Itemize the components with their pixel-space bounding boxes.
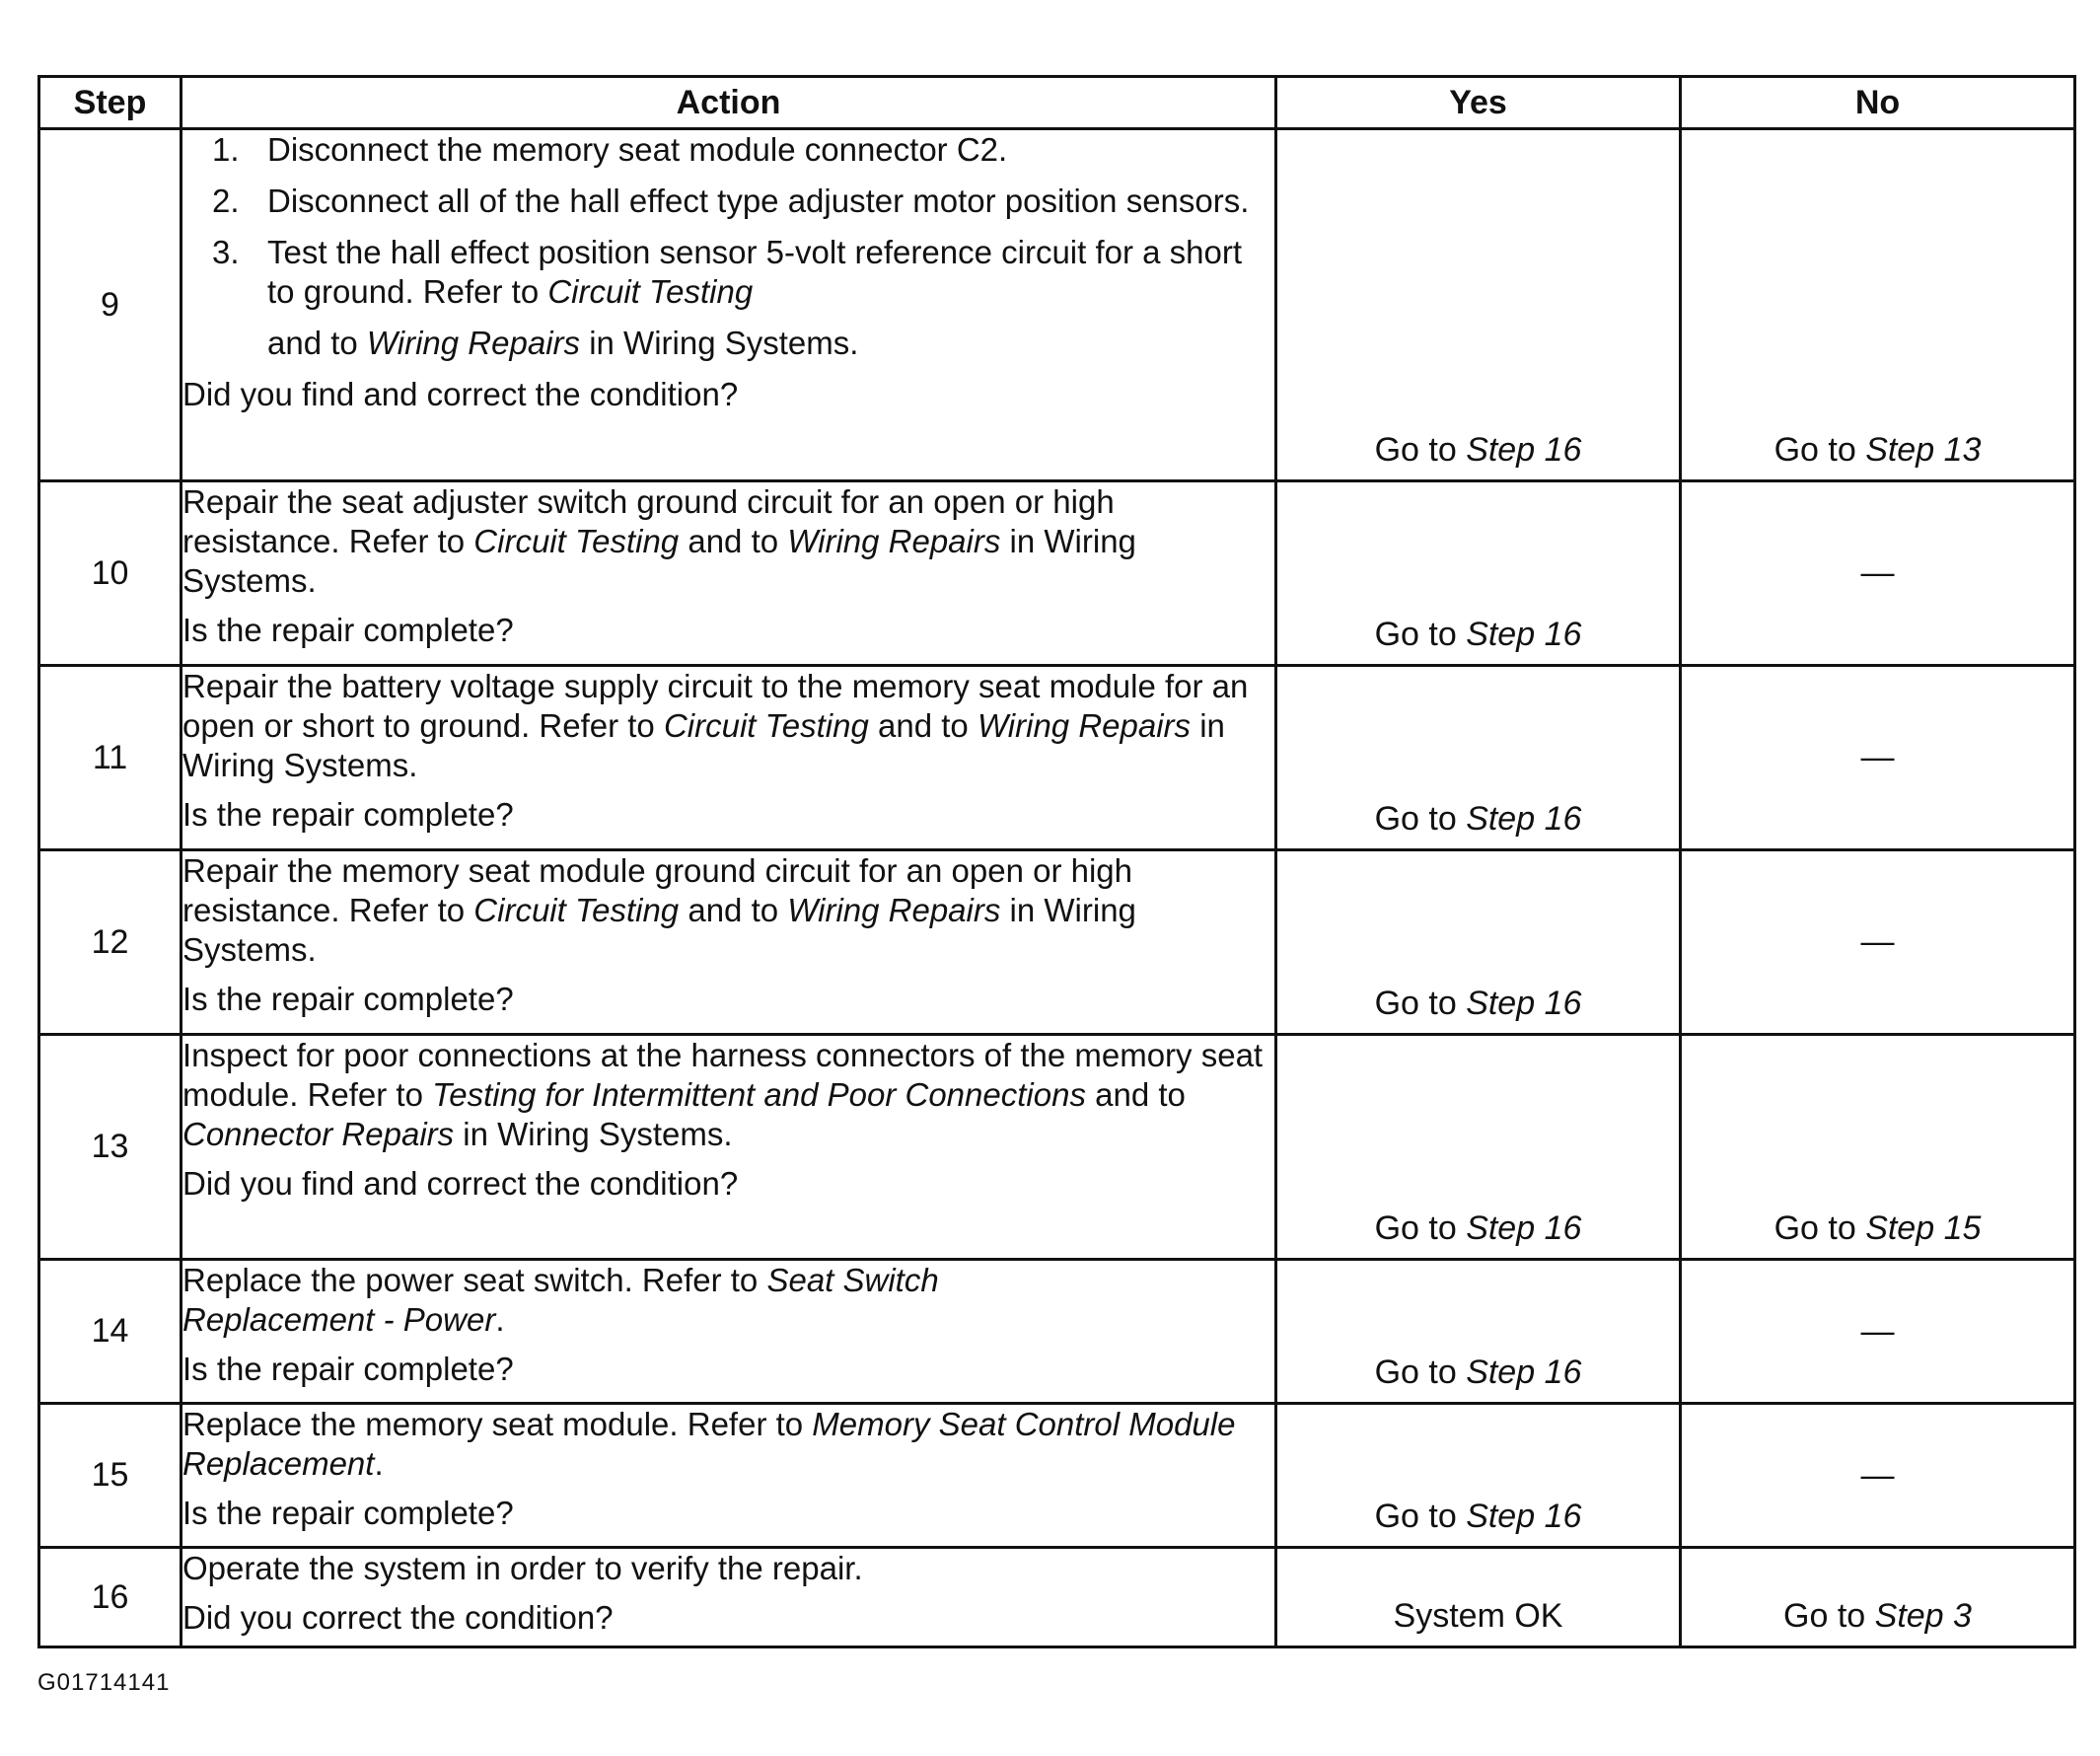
reference-link: Wiring Repairs <box>366 325 581 361</box>
step-reference: Step 3 <box>1874 1597 1972 1635</box>
reference-link: Seat Switch Replacement - Power <box>182 1262 939 1338</box>
step-reference: Step 16 <box>1466 431 1582 469</box>
reference-link: Wiring Repairs <box>787 523 1001 559</box>
text-segment: and to <box>1085 1076 1186 1113</box>
yes-result <box>1277 800 1679 839</box>
question: Is the repair complete? <box>182 612 514 648</box>
result-text: Go to <box>1374 1498 1467 1535</box>
action-text <box>182 851 1238 970</box>
step-reference: Step 16 <box>1466 985 1582 1022</box>
question: Is the repair complete? <box>182 1495 514 1531</box>
action-cell <box>181 129 1276 481</box>
yes-cell <box>1276 1548 1681 1647</box>
yes-cell <box>1276 1260 1681 1404</box>
yes-result <box>1277 431 1679 470</box>
question: Is the repair complete? <box>182 1351 514 1387</box>
item-text: Disconnect the memory seat module connector C2. <box>267 131 1008 168</box>
action-cell <box>181 850 1276 1035</box>
no-result-dash: — <box>1860 1456 1895 1494</box>
yes-cell <box>1276 1035 1681 1260</box>
text-segment: and to <box>679 892 788 928</box>
result-text: Go to <box>1374 1209 1467 1247</box>
header-no: No <box>1681 77 2075 129</box>
no-cell <box>1681 850 2075 1035</box>
text-segment: and to <box>679 523 788 559</box>
text-segment: . <box>374 1445 384 1482</box>
result-text: System OK <box>1393 1597 1563 1635</box>
item-text: Disconnect all of the hall effect type adjuster motor position sensors. <box>267 183 1250 219</box>
result-text: Go to <box>1374 985 1467 1022</box>
yes-result <box>1277 1209 1679 1248</box>
reference-link: Circuit Testing <box>473 523 680 559</box>
text-segment: in Wiring Systems. <box>454 1116 733 1152</box>
result-text: Go to <box>1774 1209 1866 1247</box>
result-text: Go to <box>1374 800 1467 838</box>
no-cell <box>1681 1548 2075 1647</box>
action-text: Operate the system in order to verify the repair. <box>182 1550 863 1586</box>
no-cell <box>1681 481 2075 666</box>
table-row <box>39 1035 2075 1260</box>
no-result-dash: — <box>1860 738 1895 776</box>
table-row <box>39 1548 2075 1647</box>
action-text <box>182 482 1208 601</box>
step-number: 11 <box>39 666 181 850</box>
action-cell <box>181 1035 1276 1260</box>
step-reference: Step 13 <box>1865 431 1982 469</box>
step-number: 14 <box>39 1260 181 1404</box>
figure-id: G01714141 <box>37 1669 171 1696</box>
header-action: Action <box>181 77 1276 129</box>
question: Did you correct the condition? <box>182 1599 614 1636</box>
question: Is the repair complete? <box>182 796 514 833</box>
result-text: Go to <box>1774 431 1866 469</box>
step-reference: Step 16 <box>1466 1354 1582 1391</box>
yes-cell <box>1276 666 1681 850</box>
table-row <box>39 1404 2075 1548</box>
no-cell <box>1681 1035 2075 1260</box>
text-segment: in Wiring Systems. <box>182 892 1136 968</box>
text-segment: and to <box>868 707 978 744</box>
no-result-dash: — <box>1860 922 1895 961</box>
reference-link: Testing for Intermittent and Poor Connections <box>432 1076 1086 1113</box>
no-cell <box>1681 1260 2075 1404</box>
table-row <box>39 129 2075 481</box>
table-row <box>39 666 2075 850</box>
list-item <box>182 233 1274 312</box>
step-number: 15 <box>39 1404 181 1548</box>
instruction-list <box>182 130 1274 312</box>
step-number: 10 <box>39 481 181 666</box>
table-row <box>39 481 2075 666</box>
list-item <box>182 130 1274 170</box>
item-number: 2. <box>212 183 240 219</box>
no-cell <box>1681 666 2075 850</box>
action-cell <box>181 666 1276 850</box>
action-text <box>182 1261 1050 1340</box>
step-reference: Step 15 <box>1865 1209 1982 1247</box>
no-result-dash: — <box>1860 1312 1895 1350</box>
text-segment: Repair the memory seat module ground circuit for an open or high resistance. Refer to <box>182 852 1133 928</box>
action-cell <box>181 1260 1276 1404</box>
reference-link: Circuit Testing <box>547 273 754 310</box>
yes-cell <box>1276 850 1681 1035</box>
yes-result <box>1277 1498 1679 1536</box>
item-number: 3. <box>212 234 240 270</box>
step-reference: Step 16 <box>1466 1209 1582 1247</box>
header-row <box>39 77 2075 129</box>
step-number: 9 <box>39 129 181 481</box>
question: Is the repair complete? <box>182 981 514 1017</box>
table-row <box>39 1260 2075 1404</box>
step-number: 16 <box>39 1548 181 1647</box>
diagnostic-table <box>37 75 2076 1648</box>
item-text: Test the hall effect position sensor 5-volt reference circuit for a short to ground. Refer to <box>267 234 1243 310</box>
action-cell <box>181 481 1276 666</box>
no-result-dash: — <box>1860 553 1895 592</box>
action-text <box>182 1405 1274 1484</box>
step-number: 13 <box>39 1035 181 1260</box>
result-text: Go to <box>1783 1597 1875 1635</box>
reference-link: Circuit Testing <box>473 892 680 928</box>
no-result <box>1682 431 2073 470</box>
action-cell <box>181 1404 1276 1548</box>
action-cell <box>181 1548 1276 1647</box>
yes-result <box>1277 1354 1679 1392</box>
reference-link: Wiring Repairs <box>787 892 1001 928</box>
result-text: Go to <box>1374 431 1467 469</box>
yes-result <box>1277 616 1679 654</box>
no-result <box>1682 1209 2073 1248</box>
text-segment: Repair the seat adjuster switch ground circuit for an open or high resistance. Refer to <box>182 483 1115 559</box>
text-segment: Repair the battery voltage supply circuit to the memory seat module for an open or short to ground. Refer to <box>182 668 1249 744</box>
text-segment: Replace the memory seat module. Refer to <box>182 1406 813 1442</box>
result-text: Go to <box>1374 1354 1467 1391</box>
text-segment: and to <box>267 325 367 361</box>
text-segment: in Wiring Systems. <box>182 707 1225 783</box>
reference-link: Connector Repairs <box>182 1116 455 1152</box>
text-segment: . <box>495 1301 505 1338</box>
yes-cell <box>1276 1404 1681 1548</box>
action-text <box>182 1036 1274 1154</box>
no-cell <box>1681 129 2075 481</box>
list-item <box>182 182 1274 221</box>
no-result <box>1682 1597 2073 1636</box>
text-segment: in Wiring Systems. <box>580 325 859 361</box>
header-step: Step <box>39 77 181 129</box>
header-yes: Yes <box>1276 77 1681 129</box>
text-segment: in Wiring Systems. <box>182 523 1136 599</box>
yes-result <box>1277 985 1679 1023</box>
action-text <box>182 667 1274 785</box>
question: Did you find and correct the condition? <box>182 1165 739 1202</box>
step-number: 12 <box>39 850 181 1035</box>
reference-link: Memory Seat Control Module Replacement <box>182 1406 1236 1482</box>
question: Did you find and correct the condition? <box>182 376 739 412</box>
reference-link: Circuit Testing <box>663 707 869 744</box>
step-reference: Step 16 <box>1466 1498 1582 1535</box>
no-cell <box>1681 1404 2075 1548</box>
item-continuation <box>182 324 1274 363</box>
yes-cell <box>1276 129 1681 481</box>
text-segment: Replace the power seat switch. Refer to <box>182 1262 767 1298</box>
item-number: 1. <box>212 131 240 168</box>
yes-cell <box>1276 481 1681 666</box>
step-reference: Step 16 <box>1466 616 1582 653</box>
reference-link: Wiring Repairs <box>977 707 1192 744</box>
step-reference: Step 16 <box>1466 800 1582 838</box>
text-segment: Inspect for poor connections at the harness connectors of the memory seat module. Refer to <box>182 1037 1264 1113</box>
yes-result <box>1277 1597 1679 1636</box>
table-row <box>39 850 2075 1035</box>
result-text: Go to <box>1374 616 1467 653</box>
